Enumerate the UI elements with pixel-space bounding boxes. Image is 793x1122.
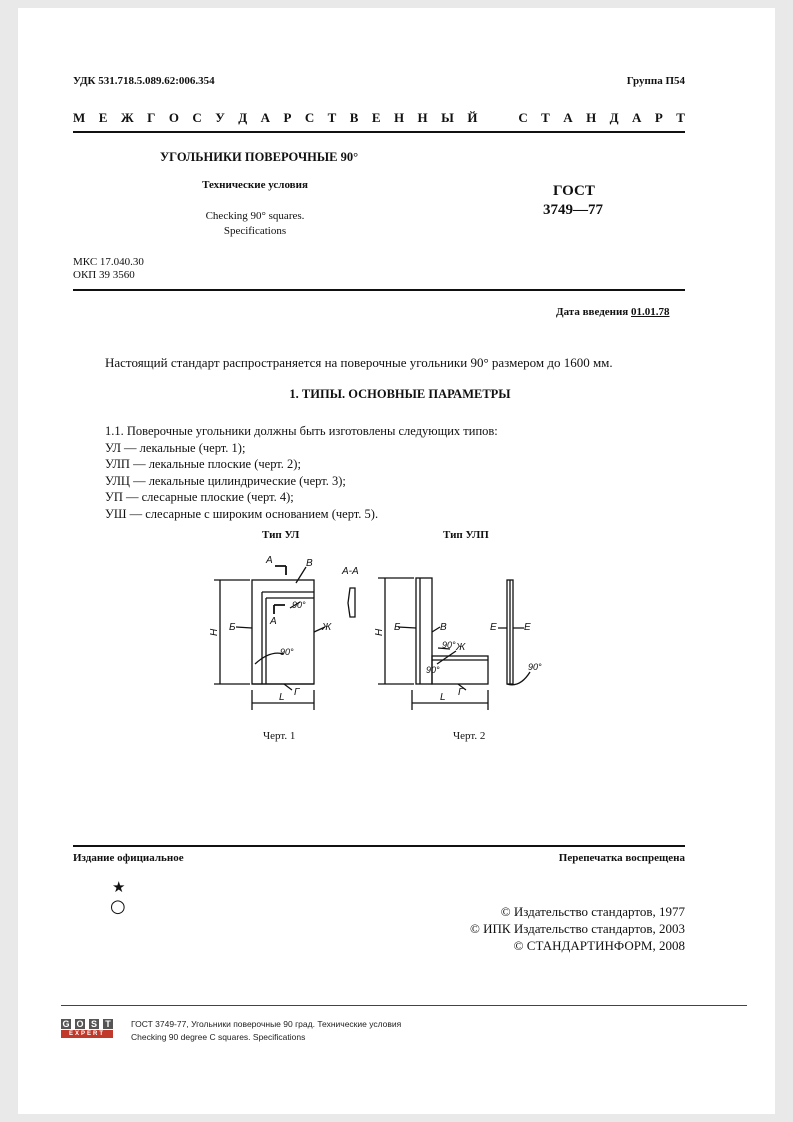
fig1-label-angle2: 90° (280, 647, 294, 657)
okp-code: ОКП 39 3560 (73, 269, 135, 281)
gost-label: ГОСТ (553, 183, 595, 199)
effective-date-label: Дата введения (556, 306, 629, 318)
banner-letter: Р (654, 110, 663, 125)
banner-letter: С (192, 110, 202, 125)
fig1-square-outline (252, 580, 314, 684)
udk-code: УДК 531.718.5.089.62:006.354 (73, 75, 215, 87)
banner-letter: С (304, 110, 315, 125)
site-footer-rule (61, 1005, 747, 1006)
fig2-label-angle3: 90° (528, 662, 542, 672)
list-item: УЛП — лекальные плоские (черт. 2); (105, 457, 301, 471)
fig1-label-g: Г (294, 687, 300, 698)
list-item: УЛ — лекальные (черт. 1); (105, 440, 246, 455)
footer-rule (73, 845, 685, 847)
banner-letter: С (518, 110, 528, 125)
fig2-caption: Черт. 2 (453, 730, 486, 742)
gost-number: 3749—77 (543, 202, 603, 218)
banner-letter: Ы (441, 110, 454, 125)
document-title: УГОЛЬНИКИ ПОВЕРОЧНЫЕ 90° (160, 150, 359, 164)
list-item: УП — слесарные плоские (черт. 4); (105, 490, 294, 504)
fig2-label-angle2: 90° (426, 665, 440, 675)
banner-letter: У (215, 110, 225, 125)
banner-letter: Е (371, 110, 381, 125)
effective-date-value: 01.01.78 (631, 306, 670, 318)
list-item: УЛЦ — лекальные цилиндрические (черт. 3); (105, 473, 346, 488)
circle-icon: ○ (110, 896, 126, 917)
fig2-label-h: H (374, 628, 385, 636)
fig1-label-a-bottom: А (270, 616, 277, 627)
banner-letter: Т (541, 110, 550, 125)
banner-letter: А (632, 110, 642, 125)
english-title-line2: Specifications (223, 225, 287, 237)
banner-letter: Ж (120, 110, 134, 125)
english-title-line1: Checking 90° squares. (205, 210, 305, 222)
banner-letter: Д (238, 110, 248, 125)
banner-letter: Т (676, 110, 685, 125)
site-footer-line1: ГОСТ 3749-77, Угольники поверочные 90 град. Технические условия (131, 1019, 402, 1029)
fig2-type-label: Тип УЛП (443, 529, 489, 541)
mks-code: МКС 17.040.30 (73, 256, 144, 268)
intro-paragraph: Настоящий стандарт распространяется на поверочные угольники 90° размером до 1600 мм. (105, 355, 613, 370)
fig2-label-v: В (440, 622, 447, 633)
banner-letter: Т (327, 110, 337, 125)
reprint-prohibited: Перепечатка воспрещена (558, 852, 685, 864)
fig1-label-b: Б (229, 622, 236, 633)
list-item: УШ — слесарные с широким основанием (черт. 5). (105, 506, 379, 521)
banner-letter: В (349, 110, 359, 125)
copyright-line: © СТАНДАРТИНФОРМ, 2008 (513, 938, 685, 953)
list-item: 1.1. Поверочные угольники должны быть изготовлены следующих типов: (105, 424, 498, 438)
fig1-label-l: L (279, 692, 285, 703)
fig1-inner-edges (262, 592, 314, 684)
official-edition: Издание официальное (73, 852, 184, 864)
fig1-label-h: H (209, 628, 220, 636)
fig1-label-aa: А-А (342, 566, 359, 577)
banner-letter: А (260, 110, 270, 125)
fig1-caption: Черт. 1 (263, 730, 296, 742)
site-footer-line2: Checking 90 degree C squares. Specifications (131, 1032, 306, 1042)
group-code: Группа П54 (626, 75, 685, 87)
document-subtitle: Технические условия (202, 179, 308, 191)
banner-letter: Г (147, 110, 156, 125)
fig1-label-a-top: А (266, 555, 273, 566)
banner-letter: Н (393, 110, 405, 125)
fig2-label-g: Г (458, 687, 464, 698)
banner-letter: Й (467, 110, 478, 125)
fig2-label-angle1: 90° (442, 640, 456, 650)
banner-letter: Н (417, 110, 428, 125)
fig2-label-zh: Ж (456, 642, 466, 653)
banner-letter: М (73, 110, 86, 125)
copyright-block (400, 903, 685, 954)
copyright-line: © Издательство стандартов, 1977 (500, 904, 685, 919)
copyright-line: © ИПК Издательство стандартов, 2003 (470, 921, 685, 936)
banner-letter: Н (586, 110, 597, 125)
fig2-label-e2: Е (524, 622, 531, 633)
banner-letter: О (168, 110, 179, 125)
banner-letter: А (563, 110, 573, 125)
banner-letter: Р (283, 110, 292, 125)
fig2-label-l: L (440, 692, 446, 703)
fig1-type-label: Тип УЛ (262, 529, 300, 541)
banner-letter: Е (98, 110, 108, 125)
fig1-label-angle1: 90° (292, 600, 306, 610)
fig1-label-zh: Ж (322, 622, 332, 633)
star-icon: ★ (112, 880, 126, 896)
fig2-label-e1: Е (490, 622, 497, 633)
gost-expert-logo: G O S T EXPERT (61, 1019, 113, 1039)
fig1-label-v: В (306, 558, 313, 569)
banner-letter: Д (609, 110, 619, 125)
fig2-label-b: Б (394, 622, 401, 633)
section-heading: 1. ТИПЫ. ОСНОВНЫЕ ПАРАМЕТРЫ (289, 387, 511, 401)
